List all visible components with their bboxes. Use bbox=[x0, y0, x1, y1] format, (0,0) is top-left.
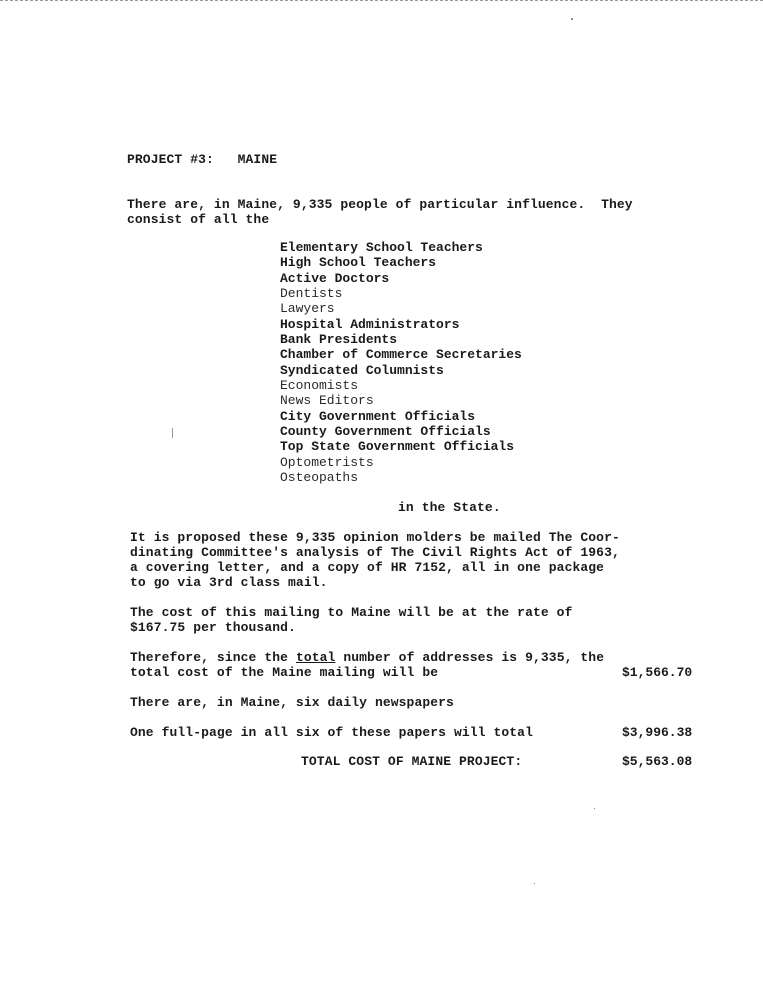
total-cost-line: total cost of the Maine mailing will be bbox=[130, 665, 439, 680]
list-item: County Government Officials bbox=[280, 423, 491, 439]
list-item: Chamber of Commerce Secretaries bbox=[280, 347, 522, 363]
list-item: Economists bbox=[280, 377, 359, 393]
list-item: City Government Officials bbox=[280, 408, 476, 424]
list-item: Active Doctors bbox=[280, 270, 390, 286]
proposal-line-4: to go via 3rd class mail. bbox=[130, 575, 328, 590]
page-top-edge bbox=[0, 0, 763, 1]
scan-speck bbox=[534, 883, 535, 884]
proposal-line-3: a covering letter, and a copy of HR 7152, all in one package bbox=[130, 560, 605, 575]
cost-line-2: $167.75 per thousand. bbox=[130, 620, 296, 635]
list-item: News Editors bbox=[280, 393, 374, 409]
intro-line-1: There are, in Maine, 9,335 people of particular influence. They bbox=[127, 197, 633, 212]
list-item: Syndicated Columnists bbox=[280, 362, 444, 378]
proposal-line-2: dinating Committee's analysis of The Civil Rights Act of 1963, bbox=[130, 545, 620, 560]
list-item: Lawyers bbox=[280, 301, 335, 317]
newspapers-line: There are, in Maine, six daily newspapers bbox=[130, 695, 454, 710]
therefore-line bbox=[130, 650, 604, 665]
therefore-post: number of addresses is 9,335, the bbox=[335, 650, 605, 665]
scan-speck bbox=[172, 428, 173, 438]
fullpage-line: One full-page in all six of these papers will total bbox=[130, 725, 533, 740]
list-item: Bank Presidents bbox=[280, 331, 398, 347]
list-item: Hospital Administrators bbox=[280, 316, 460, 332]
grand-total-amount: $5,563.08 bbox=[622, 754, 693, 769]
list-item: High School Teachers bbox=[280, 255, 437, 271]
list-item: Elementary School Teachers bbox=[280, 240, 483, 255]
list-item: Osteopaths bbox=[280, 469, 359, 485]
mailing-total-amount: $1,566.70 bbox=[622, 665, 693, 680]
therefore-pre: Therefore, since the bbox=[130, 650, 296, 665]
in-the-state: in the State. bbox=[398, 500, 501, 515]
therefore-underlined: total bbox=[295, 650, 336, 665]
list-item: Dentists bbox=[280, 285, 343, 301]
fullpage-total-amount: $3,996.38 bbox=[622, 725, 693, 740]
cost-line-1: The cost of this mailing to Maine will be at the rate of bbox=[130, 605, 573, 620]
project-heading: PROJECT #3: MAINE bbox=[127, 152, 278, 167]
list-item: Optometrists bbox=[280, 454, 374, 470]
intro-line-2: consist of all the bbox=[127, 212, 270, 227]
influence-groups-list bbox=[280, 240, 522, 485]
list-item: Top State Government Officials bbox=[280, 439, 515, 455]
grand-total-label: TOTAL COST OF MAINE PROJECT: bbox=[301, 754, 523, 769]
scan-speck bbox=[594, 808, 595, 809]
proposal-line-1: It is proposed these 9,335 opinion molders be mailed The Coor- bbox=[130, 530, 620, 545]
scan-speck bbox=[571, 18, 573, 20]
